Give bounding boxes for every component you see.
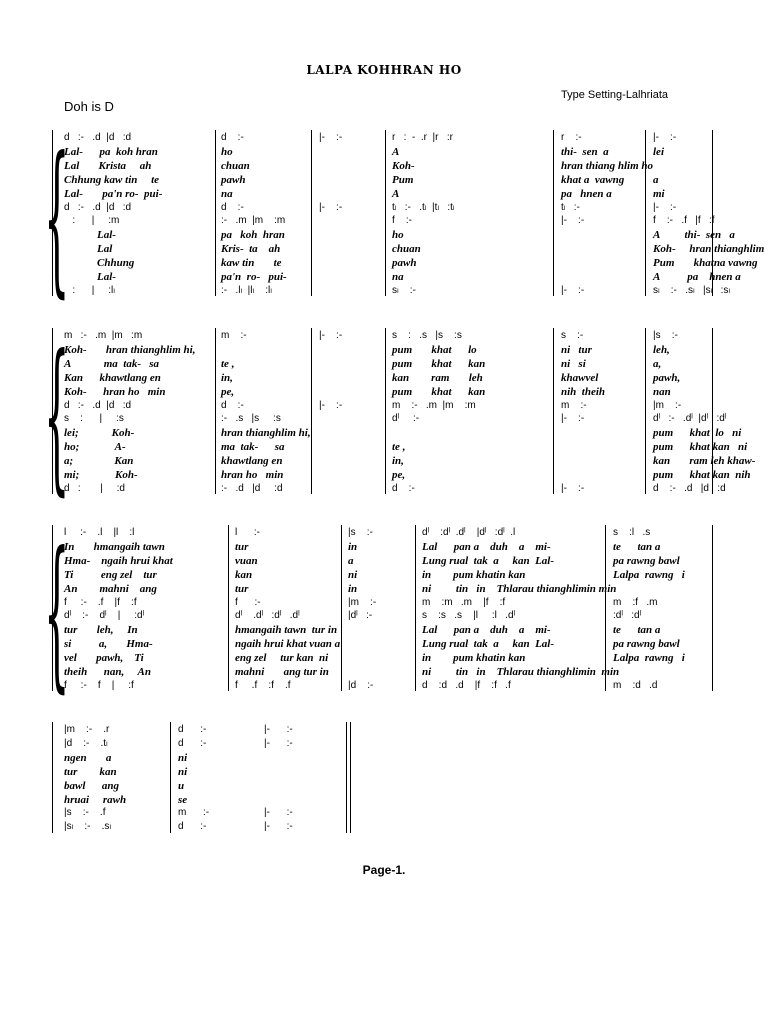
- lyric-cell: Lung rual tak a kan Lal-: [422, 554, 555, 567]
- lyric-cell: A: [392, 187, 400, 200]
- solfa-cell: f :-: [235, 596, 261, 608]
- lyric-cell: ngen a: [64, 751, 112, 764]
- song-title: LALPA KOHHRAN HO: [306, 63, 462, 77]
- solfa-cell: d :-: [221, 132, 244, 143]
- lyric-cell: chuan: [392, 243, 421, 256]
- solfa-cell: |s :-: [653, 330, 678, 341]
- lyric-cell: pum khat lo ni: [653, 427, 742, 440]
- solfa-cell: s :-: [561, 330, 584, 341]
- system-2: [0, 324, 768, 513]
- lyric-cell: pa'n ro- pui-: [221, 271, 287, 283]
- lyric-cell: kaw tin te: [221, 257, 282, 270]
- system-brace: {: [44, 521, 70, 710]
- bar-line: [311, 130, 312, 296]
- solfa-cell: f :- .f |f :f: [64, 596, 137, 608]
- lyric-cell: a: [653, 173, 659, 186]
- lyric-cell: eng zel tur kan ni: [235, 652, 329, 665]
- lyric-cell: Lalpa rawng i: [613, 568, 685, 581]
- bar-line: [311, 328, 312, 494]
- solfa-cell: |- :-: [319, 132, 343, 143]
- lyric-cell: te ,: [221, 357, 235, 370]
- solfa-cell: dˡ .dˡ :dˡ .dˡ: [235, 610, 300, 622]
- solfa-cell: |dˡ :-: [348, 610, 373, 622]
- solfa-cell: f .f :f .f: [235, 679, 291, 691]
- key-signature: Doh is D: [64, 99, 114, 114]
- bar-line: [645, 130, 646, 296]
- solfa-cell: m :d .d: [613, 679, 658, 691]
- lyric-cell: ma tak- sa: [221, 441, 285, 454]
- lyric-cell: Hma- ngaih hrui khat: [64, 554, 173, 567]
- lyric-cell: Chhung: [64, 257, 135, 270]
- solfa-cell: dˡ :- .dˡ |dˡ :dˡ: [653, 413, 727, 425]
- lyric-cell: Lal: [64, 243, 113, 256]
- system-3: [0, 521, 768, 710]
- lyric-cell: ho: [392, 229, 404, 242]
- lyric-cell: hran thiang hlim ho: [561, 159, 654, 172]
- lyric-cell: mi; Koh-: [64, 469, 138, 481]
- solfa-cell: |- :-: [561, 482, 585, 494]
- lyric-cell: Lal pan a duh a mi-: [422, 540, 551, 553]
- lyric-cell: Koh- hran thianghlim: [653, 243, 765, 256]
- lyric-cell: ho: [221, 145, 233, 158]
- lyric-cell: pa rawng bawl: [613, 638, 680, 651]
- lyric-cell: pe,: [221, 385, 235, 398]
- lyric-cell: Lalpa rawng i: [613, 652, 685, 665]
- lyric-cell: Kan khawtlang en: [64, 371, 161, 384]
- solfa-cell: |- :-: [561, 413, 585, 425]
- lyric-cell: a: [348, 554, 354, 567]
- solfa-cell: d :-: [178, 737, 207, 749]
- bar-line: [52, 722, 53, 833]
- lyric-cell: pum khat kan nih: [653, 469, 751, 481]
- bar-line: [170, 722, 171, 833]
- lyric-cell: na: [392, 271, 404, 283]
- lyric-cell: kan ram leh: [392, 371, 483, 384]
- lyric-cell: lei; Koh-: [64, 427, 135, 440]
- solfa-cell: |m :- .r: [64, 724, 110, 735]
- lyric-cell: khawvel: [561, 371, 599, 384]
- lyric-cell: in,: [392, 455, 404, 468]
- solfa-cell: : | :m: [64, 215, 120, 227]
- lyric-cell: na: [221, 187, 233, 200]
- lyric-cell: te tan a: [613, 540, 661, 553]
- solfa-cell: d :- .d |d :d: [64, 132, 132, 143]
- solfa-cell: f :-: [392, 215, 412, 227]
- lyric-cell: u: [178, 779, 185, 792]
- lyric-cell: hruai rawh: [64, 793, 127, 806]
- lyric-cell: nan: [653, 385, 671, 398]
- solfa-cell: s :l .s: [613, 527, 651, 538]
- solfa-cell: |- :-: [264, 807, 293, 819]
- system-1: [0, 126, 768, 315]
- bar-line: [215, 130, 216, 296]
- solfa-cell: : | :lₗ: [64, 284, 115, 296]
- lyric-cell: a; Kan: [64, 455, 134, 468]
- solfa-cell: |m :-: [653, 399, 682, 411]
- solfa-cell: d :- .d |d :d: [64, 201, 132, 213]
- lyric-cell: nih theih: [561, 385, 606, 398]
- solfa-cell: m :-: [178, 807, 210, 819]
- solfa-cell: dˡ :dˡ .dˡ |dˡ :dˡ .l: [422, 527, 516, 538]
- solfa-cell: d :-: [392, 482, 415, 494]
- lyric-cell: khat a vawng: [561, 173, 625, 186]
- lyric-cell: pe,: [392, 469, 406, 481]
- system-brace: {: [44, 126, 70, 315]
- lyric-cell: Koh- hran thianghlim hi,: [64, 343, 196, 356]
- lyric-cell: Pum khatna vawng: [653, 257, 758, 270]
- solfa-cell: d :-: [178, 821, 207, 833]
- lyric-cell: vuan: [235, 554, 258, 567]
- solfa-cell: :- .m |m :m: [221, 215, 286, 227]
- lyric-cell: te ,: [392, 441, 406, 454]
- lyric-cell: Lal-: [64, 229, 116, 242]
- lyric-cell: A ma tak- sa: [64, 357, 160, 370]
- solfa-cell: |- :-: [319, 330, 343, 341]
- lyric-cell: Lung rual tak a kan Lal-: [422, 638, 555, 651]
- solfa-cell: |sₗ :- .sₗ: [64, 821, 112, 833]
- solfa-cell: :- .s |s :s: [221, 413, 281, 425]
- lyric-cell: ni tur: [561, 343, 592, 356]
- solfa-cell: dˡ :- dˡ | :dˡ: [64, 610, 145, 622]
- lyric-cell: Lal-: [64, 271, 116, 283]
- solfa-cell: |- :-: [319, 399, 343, 411]
- lyric-cell: kan ram leh khaw-: [653, 455, 756, 468]
- lyric-cell: Lal- pa'n ro- pui-: [64, 187, 163, 200]
- solfa-cell: d :- .d |d :d: [64, 399, 132, 411]
- solfa-cell: :dˡ :dˡ: [613, 610, 642, 622]
- lyric-cell: A thi- sen a: [653, 229, 735, 242]
- bar-line: [712, 525, 713, 691]
- lyric-cell: thi- sen a: [561, 145, 609, 158]
- lyric-cell: Lal Krista ah: [64, 159, 152, 172]
- lyric-cell: hran thianghlim hi,: [221, 427, 311, 440]
- page-number: Page-1.: [362, 863, 406, 877]
- lyric-cell: pum khat kan: [392, 357, 486, 370]
- lyric-cell: pawh,: [653, 371, 681, 384]
- lyric-cell: tur: [235, 582, 249, 595]
- solfa-cell: s : | :s: [64, 413, 124, 425]
- solfa-cell: tₗ :-: [561, 201, 580, 213]
- lyric-cell: lei: [653, 145, 664, 158]
- lyric-cell: pawh: [221, 173, 246, 186]
- lyric-cell: pum khat lo: [392, 343, 477, 356]
- lyric-cell: te tan a: [613, 624, 661, 637]
- system-4: [0, 722, 768, 833]
- lyric-cell: in pum khatin kan: [422, 568, 526, 581]
- lyric-cell: pa rawng bawl: [613, 554, 680, 567]
- lyric-cell: Kris- ta ah: [221, 243, 281, 256]
- lyric-cell: ni tin in Thlarau thianghlimin min: [422, 666, 620, 678]
- lyric-cell: si a, Hma-: [64, 638, 153, 651]
- lyric-cell: A pa hnen a: [653, 271, 741, 283]
- lyric-cell: khawtlang en: [221, 455, 283, 468]
- solfa-cell: |s :- .f: [64, 807, 106, 819]
- lyric-cell: leh,: [653, 343, 670, 356]
- solfa-cell: m :-: [561, 399, 587, 411]
- lyric-cell: mahni ang tur in: [235, 666, 329, 678]
- solfa-cell: |s :-: [348, 527, 373, 538]
- solfa-cell: d :-: [221, 201, 244, 213]
- lyric-cell: An mahni ang: [64, 582, 157, 595]
- lyric-cell: hran ho min: [221, 469, 284, 481]
- bar-line: [385, 130, 386, 296]
- solfa-cell: |- :-: [561, 284, 585, 296]
- typesetting-credit: Type Setting-Lalhriata: [561, 89, 669, 101]
- solfa-cell: s :s .s |l :l .dˡ: [422, 610, 516, 622]
- bar-line: [228, 525, 229, 691]
- solfa-cell: l :-: [235, 527, 260, 538]
- lyric-cell: pawh: [392, 257, 417, 270]
- solfa-cell: d :-: [221, 399, 244, 411]
- lyric-cell: a,: [653, 357, 662, 370]
- solfa-cell: |- :-: [653, 201, 677, 213]
- solfa-cell: |d :-: [348, 679, 374, 691]
- solfa-cell: :- .lₗ |lₗ :lₗ: [221, 284, 272, 296]
- lyric-cell: in: [348, 540, 358, 553]
- solfa-cell: m :m .m |f :f: [422, 596, 506, 608]
- lyric-cell: hmangaih tawn tur in: [235, 624, 338, 637]
- solfa-cell: f :- .f |f :f: [653, 215, 715, 227]
- solfa-cell: tₗ :- .tₗ |tₗ :tₗ: [392, 201, 455, 213]
- solfa-cell: m :- .m |m :m: [392, 399, 476, 411]
- lyric-cell: ni: [348, 568, 358, 581]
- bar-line: [645, 328, 646, 494]
- solfa-cell: |- :-: [264, 737, 293, 749]
- bar-line: [215, 328, 216, 494]
- lyric-cell: ho; A-: [64, 441, 126, 454]
- lyric-cell: tur kan: [64, 765, 117, 778]
- lyric-cell: pum khat kan: [392, 385, 486, 398]
- lyric-cell: ni si: [561, 357, 586, 370]
- solfa-cell: sₗ :-: [392, 284, 416, 296]
- lyric-cell: Koh-: [392, 159, 415, 172]
- solfa-cell: m :f .m: [613, 596, 658, 608]
- lyric-cell: A: [392, 145, 400, 158]
- solfa-cell: d :-: [178, 724, 207, 735]
- lyric-cell: in,: [221, 371, 233, 384]
- solfa-cell: d :- .d |d :d: [653, 482, 726, 494]
- lyric-cell: Chhung kaw tin te: [64, 173, 160, 186]
- lyric-cell: Lal pan a duh a mi-: [422, 624, 551, 637]
- solfa-cell: d :d .d |f :f .f: [422, 679, 511, 691]
- lyric-cell: theih nan, An: [64, 666, 152, 678]
- solfa-cell: m :- .m |m :m: [64, 330, 143, 341]
- lyric-cell: ni: [178, 765, 188, 778]
- lyric-cell: bawl ang: [64, 779, 120, 792]
- solfa-cell: d : | :d: [64, 482, 125, 494]
- solfa-cell: |- :-: [561, 215, 585, 227]
- solfa-cell: s : .s |s :s: [392, 330, 462, 341]
- lyric-cell: pa koh hran: [221, 229, 285, 242]
- solfa-cell: m :-: [221, 330, 247, 341]
- bar-line: [346, 722, 347, 833]
- bar-line: [341, 525, 342, 691]
- lyric-cell: Lal- pa koh hran: [64, 145, 158, 158]
- lyric-cell: vel pawh, Ti: [64, 652, 144, 665]
- solfa-cell: |- :-: [319, 201, 343, 213]
- solfa-cell: |- :-: [653, 132, 677, 143]
- lyric-cell: Pum: [392, 173, 414, 186]
- lyric-cell: tur: [235, 540, 249, 553]
- solfa-cell: |d :- .tₗ: [64, 737, 108, 749]
- system-brace: {: [44, 324, 70, 513]
- lyric-cell: Ti eng zel tur: [64, 568, 157, 581]
- bar-line: [385, 328, 386, 494]
- lyric-cell: chuan: [221, 159, 250, 172]
- solfa-cell: |- :-: [264, 724, 293, 735]
- solfa-cell: sₗ :- .sₗ |sₗ :sₗ: [653, 284, 731, 296]
- solfa-cell: |- :-: [264, 821, 293, 833]
- solfa-cell: |m :-: [348, 596, 377, 608]
- solfa-cell: :- .d |d :d: [221, 482, 283, 494]
- solfa-cell: l :- .l |l :l: [64, 527, 135, 538]
- lyric-cell: Koh- hran ho min: [64, 385, 166, 398]
- lyric-cell: pum khat kan ni: [653, 441, 748, 454]
- lyric-cell: mi: [653, 187, 665, 200]
- solfa-cell: r :-: [561, 132, 582, 143]
- bar-line: [553, 130, 554, 296]
- lyric-cell: pa hnen a: [561, 187, 612, 200]
- lyric-cell: in pum khatin kan: [422, 652, 526, 665]
- solfa-cell: f :- f | :f: [64, 679, 134, 691]
- bar-line: [415, 525, 416, 691]
- lyric-cell: ni: [178, 751, 188, 764]
- solfa-cell: r : - .r |r :r: [392, 132, 453, 143]
- bar-line: [553, 328, 554, 494]
- lyric-cell: tur leh, In: [64, 624, 138, 637]
- solfa-cell: dˡ :-: [392, 413, 420, 425]
- lyric-cell: se: [178, 793, 188, 806]
- lyric-cell: In hmangaih tawn: [64, 540, 165, 553]
- lyric-cell: ngaih hrui khat vuan a: [235, 638, 341, 651]
- lyric-cell: in: [348, 582, 358, 595]
- lyric-cell: kan: [235, 568, 253, 581]
- lyric-cell: ni tin in Thlarau thianghlimin min: [422, 582, 617, 595]
- bar-line: [350, 722, 351, 833]
